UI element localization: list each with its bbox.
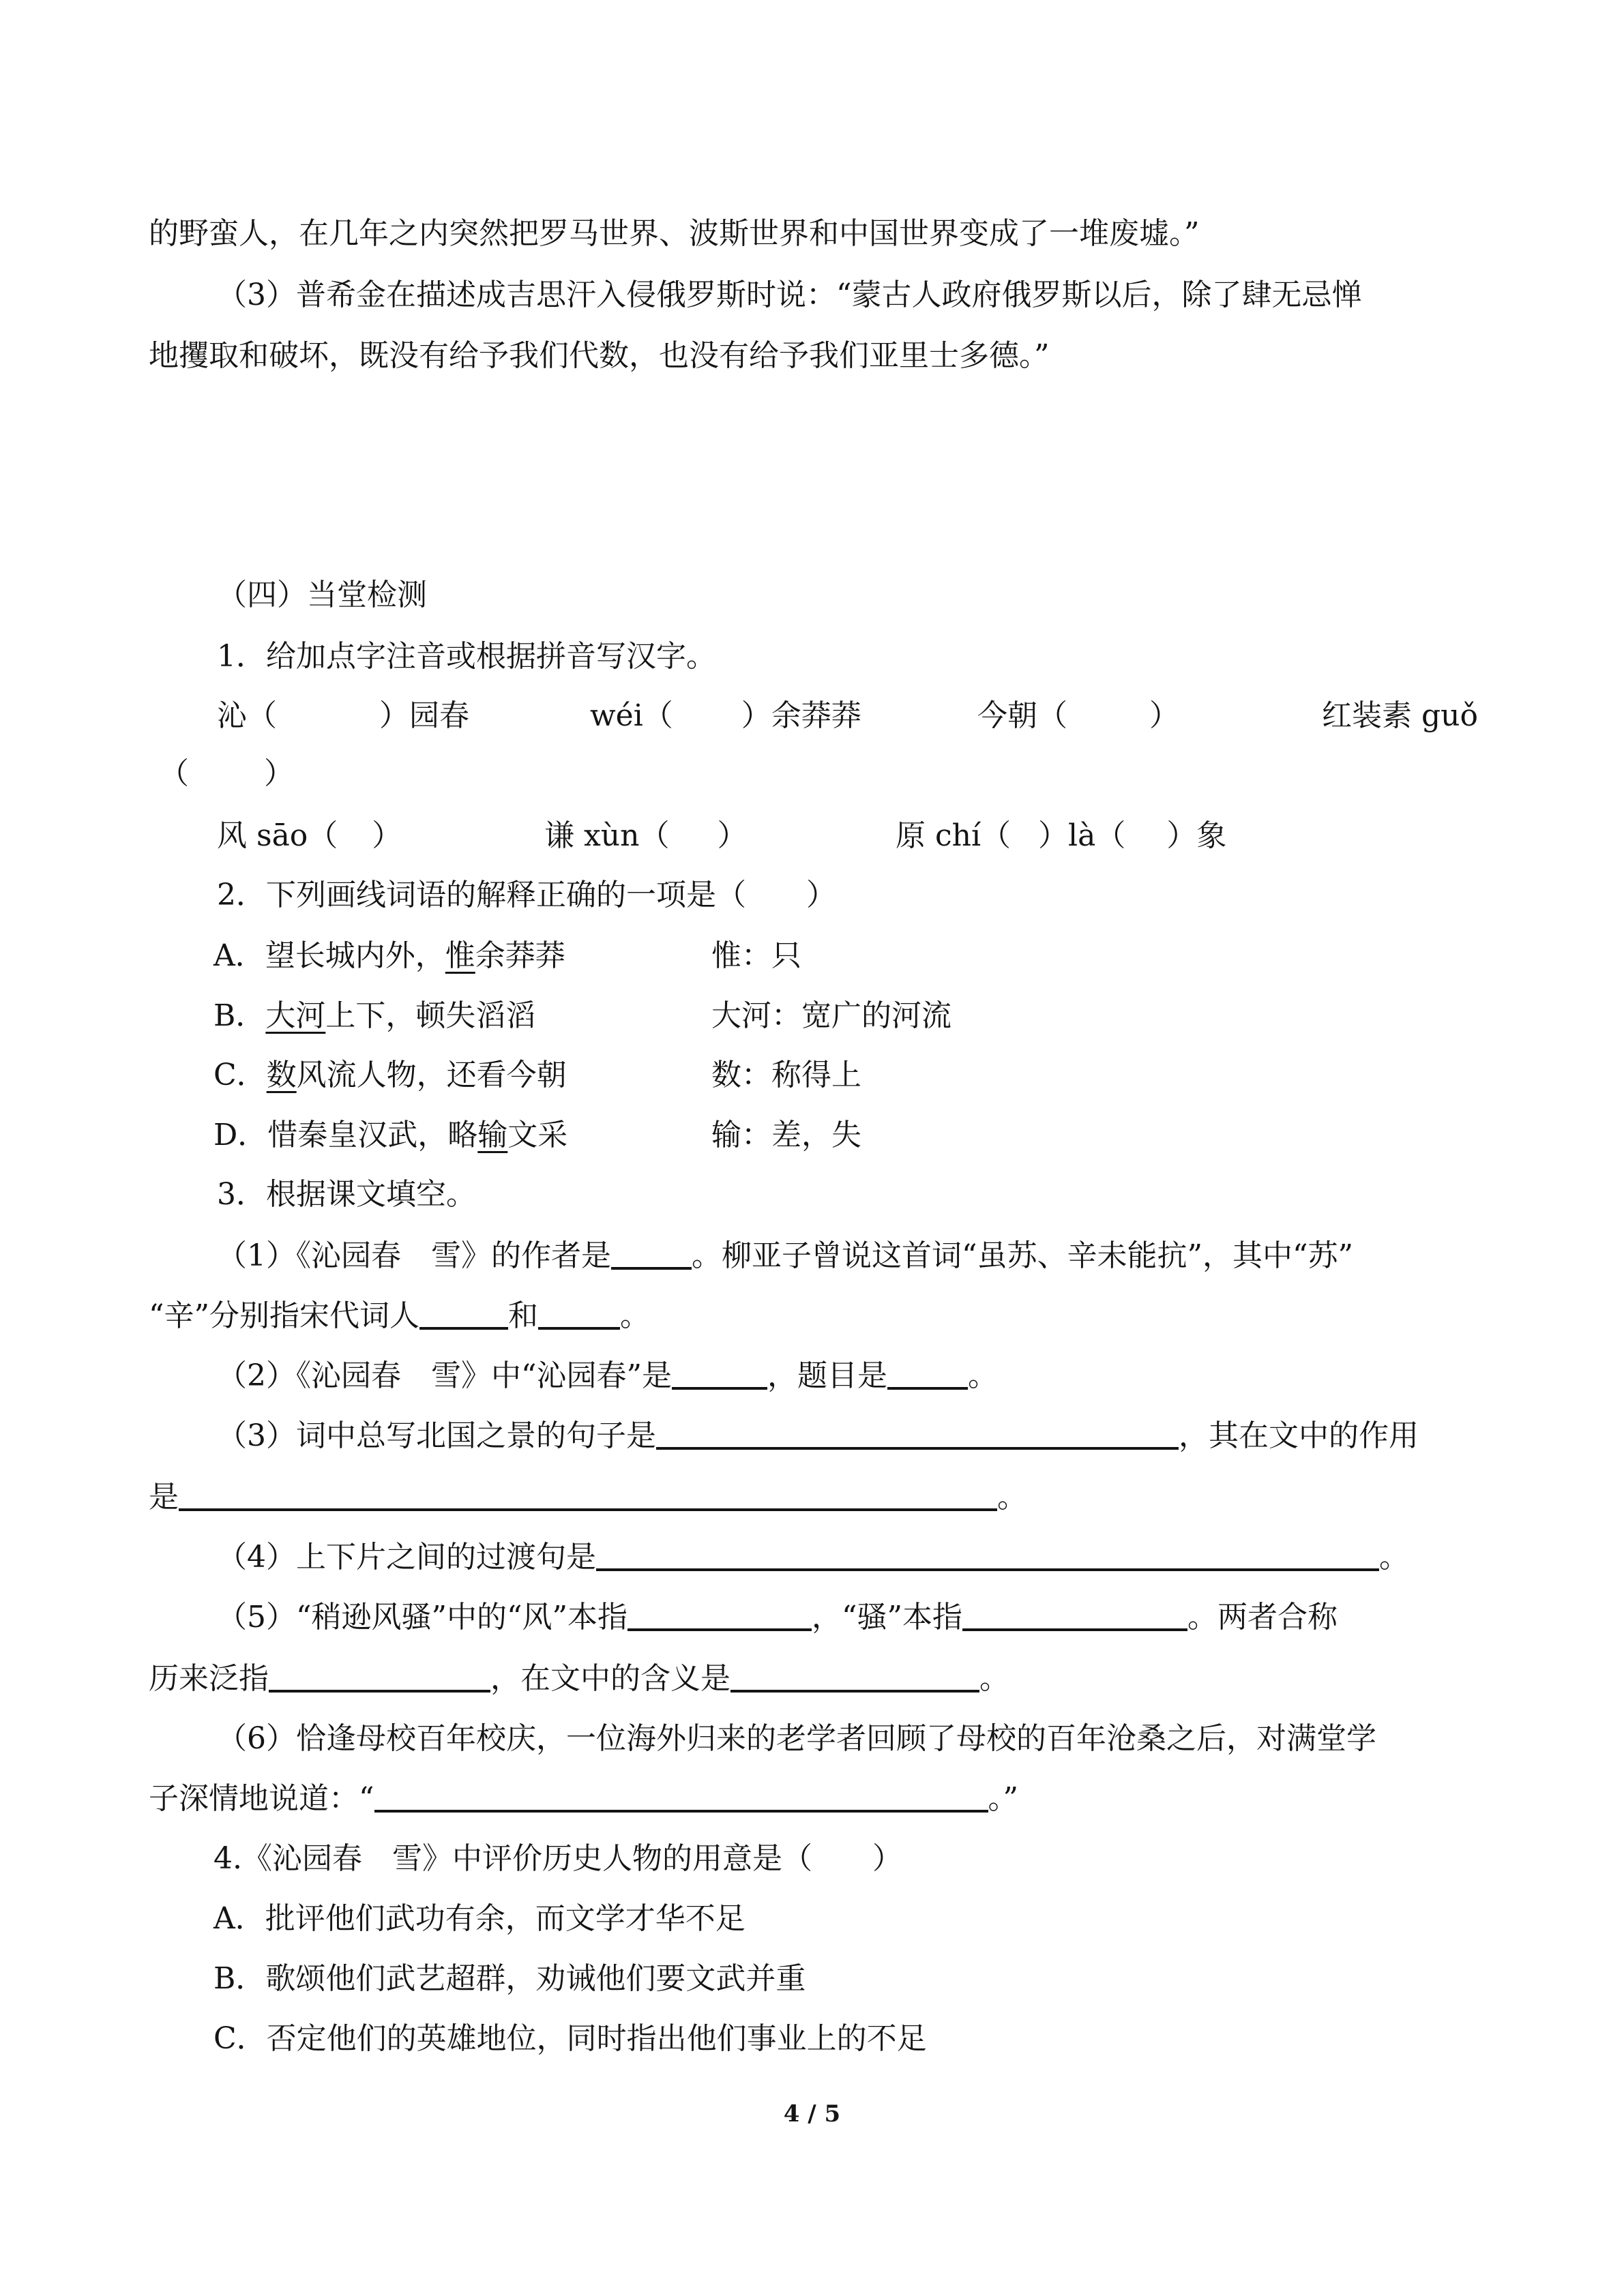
q2-option-d: D．惜秦皇汉武，略输文采	[213, 1118, 568, 1152]
blank	[656, 1417, 1179, 1450]
q3-item-3-line-2: 是 。	[149, 1480, 1027, 1515]
q1-prompt: 1．给加点字注音或根据拼音写汉字。	[217, 639, 716, 674]
quote-3-line-1: （3）普希金在描述成吉思汗入侵俄罗斯时说：“蒙古人政府俄罗斯以后，除了肆无忌惮	[217, 278, 1362, 312]
blank	[374, 1780, 988, 1813]
q1-row2-b: 谦 xùn（ ）	[544, 818, 748, 853]
blank	[672, 1357, 767, 1390]
page-number: 4 / 5	[783, 2100, 841, 2128]
q4-prompt: 4.《沁园春 雪》中评价历史人物的用意是（ ）	[213, 1841, 902, 1876]
section-title: （四）当堂检测	[217, 578, 427, 612]
q2-option-a: A．望长城内外，惟余莽莽	[213, 938, 565, 973]
quote-3-line-2: 地攫取和破坏，既没有给予我们代数，也没有给予我们亚里士多德。”	[149, 338, 1050, 373]
q3-item-5-line-1: （5）“稍逊风骚”中的“风”本指 ，“骚”本指 。两者合称	[217, 1600, 1338, 1635]
q1-row1-a: 沁（ ）园春	[217, 698, 469, 733]
blank	[887, 1357, 968, 1390]
q3-item-6-line-2: 子深情地说道：“ 。”	[149, 1781, 1018, 1816]
blank	[611, 1237, 692, 1270]
q2-option-b: B．大河上下，顿失滔滔	[213, 998, 536, 1033]
blank	[419, 1297, 508, 1330]
q1-row1-d: 红装素 guǒ	[1322, 698, 1478, 733]
q3-prompt: 3．根据课文填空。	[217, 1177, 476, 1212]
q3-item-6-line-1: （6）恰逢母校百年校庆，一位海外归来的老学者回顾了母校的百年沧桑之后，对满堂学	[217, 1721, 1376, 1756]
q3-item-4: （4）上下片之间的过渡句是 。	[217, 1540, 1409, 1575]
q3-item-2: （2）《沁园春 雪》中“沁园春”是 ，题目是 。	[217, 1358, 998, 1393]
q3-item-3-line-1: （3）词中总写北国之景的句子是 ，其在文中的作用	[217, 1418, 1419, 1453]
q2-option-b-explanation: 大河：宽广的河流	[711, 998, 951, 1033]
blank	[730, 1660, 979, 1693]
blank	[596, 1538, 1379, 1571]
blank	[269, 1660, 490, 1693]
q2-option-c-explanation: 数：称得上	[711, 1058, 861, 1092]
q3-item-1-line-1: （1）《沁园春 雪》的作者是 。柳亚子曾说这首词“虽苏、辛未能抗”，其中“苏”	[217, 1238, 1353, 1273]
blank	[179, 1478, 997, 1511]
q4-option-b: B．歌颂他们武艺超群，劝诫他们要文武并重	[213, 1961, 806, 1996]
blank	[962, 1598, 1187, 1631]
q2-option-c: C．数风流人物，还看今朝	[213, 1058, 567, 1092]
intro-line-1: 的野蛮人，在几年之内突然把罗马世界、波斯世界和中国世界变成了一堆废墟。”	[149, 216, 1200, 251]
q4-option-c: C．否定他们的英雄地位，同时指出他们事业上的不足	[213, 2021, 927, 2056]
q3-item-5-line-2: 历来泛指 ，在文中的含义是 。	[149, 1661, 1009, 1696]
q2-option-d-explanation: 输：差，失	[711, 1118, 861, 1152]
q2-option-a-explanation: 惟：只	[711, 938, 801, 973]
blank	[538, 1297, 620, 1330]
q3-item-1-line-2: “辛”分别指宋代词人 和 。	[149, 1298, 650, 1333]
q1-row1-c: 今朝（ ）	[977, 698, 1179, 733]
q2-prompt: 2．下列画线词语的解释正确的一项是（ ）	[217, 878, 836, 912]
q1-row2-a: 风 sāo（ ）	[217, 818, 402, 853]
blank	[628, 1598, 812, 1631]
q1-row1-wrap: （ ）	[159, 756, 294, 791]
q1-row1-b: wéi（ ）余莽莽	[590, 698, 861, 733]
q4-option-a: A．批评他们武功有余，而文学才华不足	[213, 1901, 745, 1936]
q1-row2-c: 原 chí（ ）là（ ）象	[896, 818, 1227, 853]
